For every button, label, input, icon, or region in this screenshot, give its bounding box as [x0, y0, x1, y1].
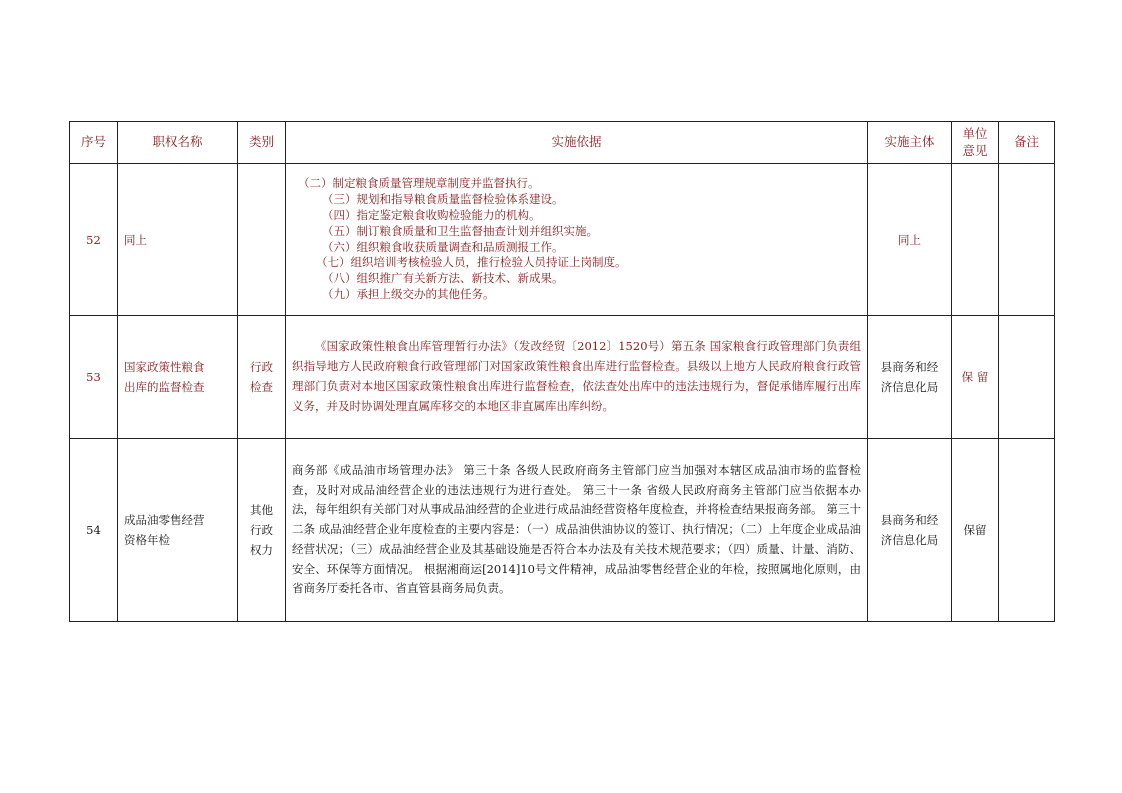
basis-line: （四）指定鉴定粮食收购检验能力的机构。	[322, 207, 541, 222]
row-subject-line1: 县商务和经	[880, 360, 939, 374]
row-note	[999, 164, 1055, 316]
row-name-line2: 出库的监督检查	[124, 380, 205, 394]
row-category-line1: 行政	[250, 360, 273, 374]
row-opinion: 保留	[952, 439, 999, 622]
row-subject: 同上	[868, 164, 952, 316]
header-category: 类别	[238, 122, 286, 164]
basis-paragraph: 《国家政策性粮食出库管理暂行办法》（发改经贸〔2012〕1520号）第五条 国家粮食行政管理部门负责组织指导地方人民政府粮食行政管理部门对国家政策性粮食出库进行监督检查。县级以上地方人民政府粮食行政管理部门负责对本地区国家政策性粮食出库进行监督检查，依法查处出库中的违法违规行为，督促承储库履行出库义务，并及时协调处理直属库移交的本地区非直属库出库纠纷。	[292, 339, 861, 413]
row-category	[238, 439, 286, 622]
row-name-line2: 资格年检	[124, 533, 170, 547]
row-category	[238, 164, 286, 316]
row-subject	[868, 316, 952, 439]
header-opinion-line2: 意见	[962, 142, 988, 158]
row-subject-line1: 县商务和经	[880, 513, 939, 527]
row-subject-line2: 济信息化局	[880, 380, 939, 394]
row-basis	[286, 439, 868, 622]
basis-line: （九）承担上级交办的其他任务。	[322, 286, 495, 301]
table-row	[70, 316, 1055, 439]
row-category-line3: 权力	[250, 543, 273, 557]
row-category	[238, 316, 286, 439]
row-name	[118, 439, 238, 622]
row-category-line1: 其他	[250, 503, 273, 517]
row-opinion: 保 留	[952, 316, 999, 439]
header-basis: 实施依据	[286, 122, 868, 164]
authority-table	[69, 121, 1055, 622]
row-seq: 53	[70, 316, 118, 439]
row-note	[999, 316, 1055, 439]
row-subject	[868, 439, 952, 622]
basis-line: （二）制定粮食质量管理规章制度并监督执行。	[298, 176, 540, 191]
basis-line: （六）组织粮食收获质量调查和品质测报工作。	[322, 239, 564, 254]
basis-line: （八）组织推广有关新方法、新技术、新成果。	[322, 271, 564, 286]
header-subject: 实施主体	[868, 122, 952, 164]
row-name	[118, 316, 238, 439]
row-name-line1: 成品油零售经营	[124, 513, 205, 527]
row-category-line2: 行政	[250, 523, 273, 537]
header-note: 备注	[999, 122, 1055, 164]
basis-line: （七）组织培训考核检验人员，推行检验人员持证上岗制度。	[316, 255, 627, 270]
table-header-row	[70, 122, 1055, 164]
header-opinion	[952, 122, 999, 164]
row-seq: 52	[70, 164, 118, 316]
table-row	[70, 164, 1055, 316]
header-opinion-line1: 单位	[962, 125, 988, 141]
row-basis	[286, 316, 868, 439]
table-row	[70, 439, 1055, 622]
basis-line: （五）制订粮食质量和卫生监督抽查计划并组织实施。	[322, 223, 598, 238]
row-note	[999, 439, 1055, 622]
header-seq: 序号	[70, 122, 118, 164]
row-opinion	[952, 164, 999, 316]
header-name: 职权名称	[118, 122, 238, 164]
basis-paragraph: 商务部《成品油市场管理办法》 第三十条 各级人民政府商务主管部门应当加强对本辖区成品油市场的监督检查，及时对成品油经营企业的违法违规行为进行查处。 第三十一条 省级人民政府商务主管部门应当依据本办法，每年组织有关部门对从事成品油经营的企业进行成品油经营资格年度检查，并将检查结果报商务部。 第三十二条 成品油经营企业年度检查的主要内容是：（一）成品油供油协议的签订、执行情况；（二）上年度企业成品油经营状况；（三）成品油经营企业及其基础设施是否符合本办法及有关技术规范要求；（四）质量、计量、消防、安全、环保等方面情况。 根据湘商运[2014]10号文件精神，成品油零售经营企业的年检，按照属地化原则，由省商务厅委托各市、省直管县商务局负责。	[292, 462, 861, 596]
row-seq: 54	[70, 439, 118, 622]
row-category-line2: 检查	[250, 380, 273, 394]
basis-line: （三）规划和指导粮食质量监督检验体系建设。	[322, 192, 564, 207]
row-basis	[286, 164, 868, 316]
row-name-line1: 国家政策性粮食	[124, 360, 205, 374]
row-name: 同上	[118, 164, 238, 316]
row-subject-line2: 济信息化局	[880, 533, 939, 547]
